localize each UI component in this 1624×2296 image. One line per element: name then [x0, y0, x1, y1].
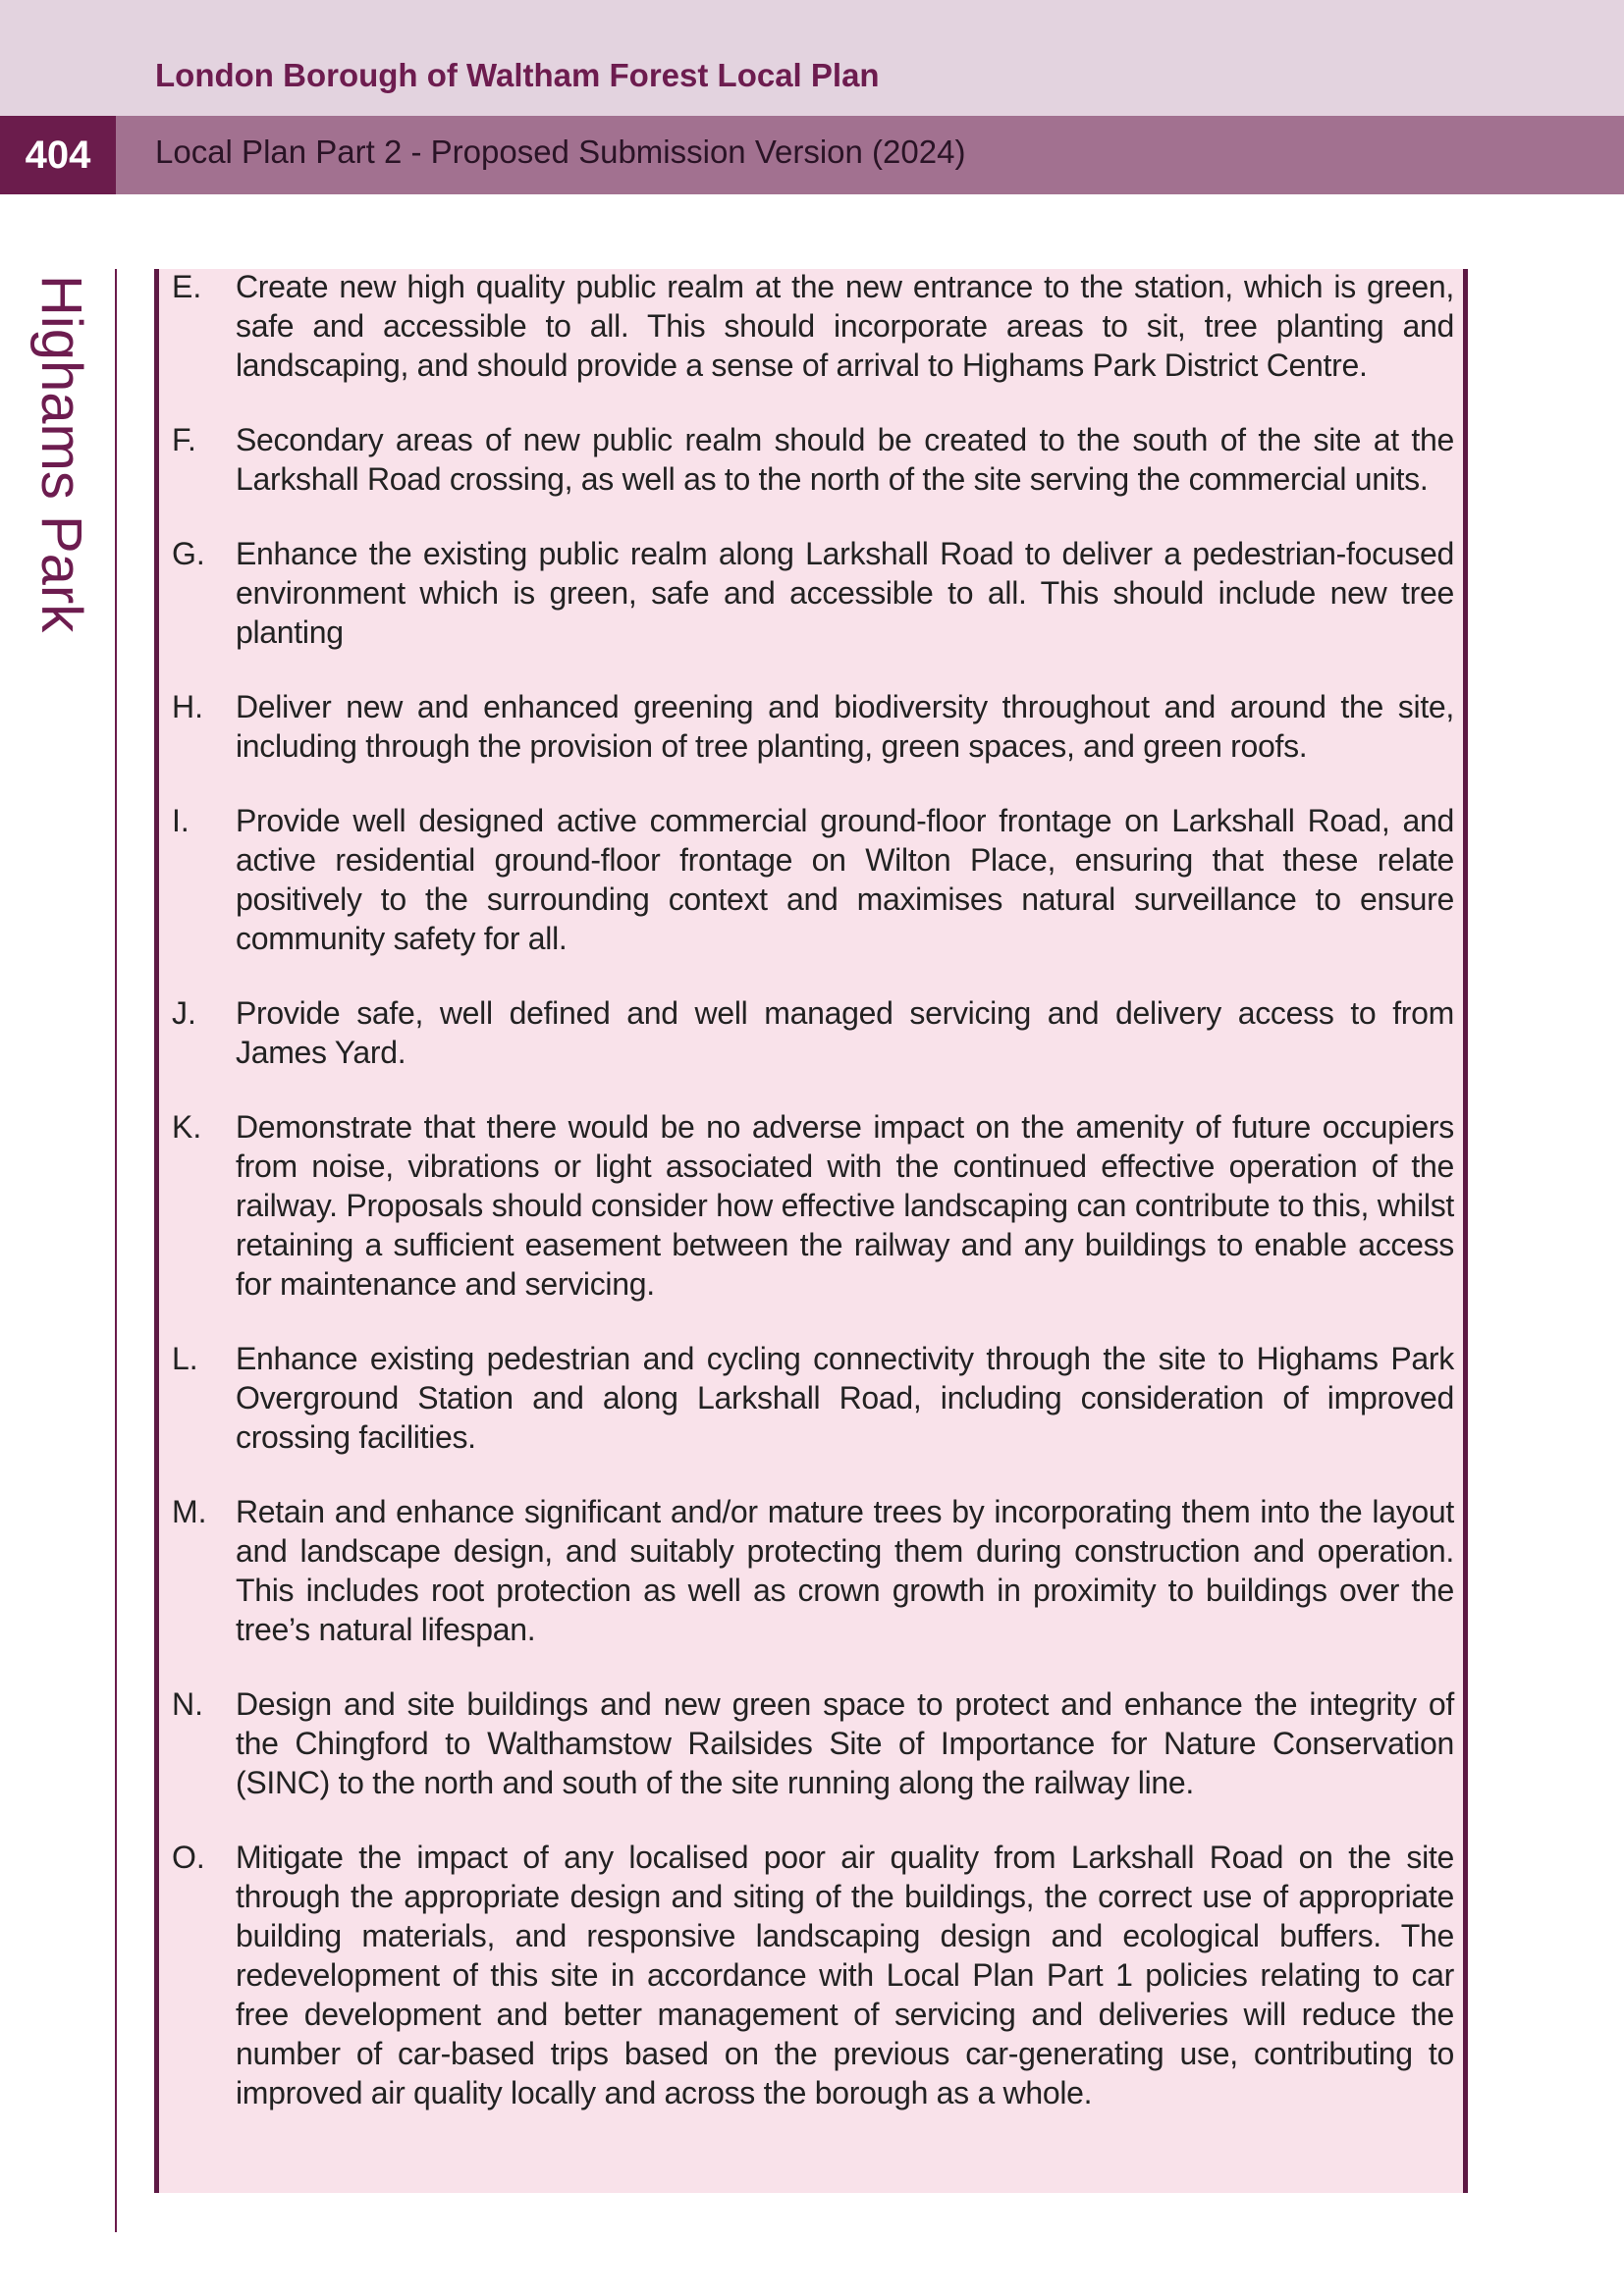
item-letter: G.	[172, 536, 205, 571]
policy-list	[172, 267, 1454, 2148]
item-letter: E.	[172, 269, 202, 304]
item-text: Design and site buildings and new green space to protect and enhance the integrity of the Chingford to Walthamstow Railsides Site of Importance for Nature Conservation (SINC) to the north and south of the site running along the railway line.	[236, 1686, 1454, 1800]
list-item	[172, 420, 1454, 499]
item-text: Demonstrate that there would be no adverse impact on the amenity of future occupiers from noise, vibrations or light associated with the continued effective operation of the railway. Proposals should consider how effective landscaping can contribute to this, whilst retaining a sufficient easement between the railway and any buildings to enable access for maintenance and servicing.	[236, 1109, 1454, 1302]
item-letter: K.	[172, 1109, 202, 1145]
page-number: 404	[0, 116, 116, 194]
section-side-title: Highams Park	[29, 275, 93, 633]
list-item	[172, 534, 1454, 652]
item-text: Secondary areas of new public realm should be created to the south of the site at the Larkshall Road crossing, as well as to the north of the site serving the commercial units.	[236, 422, 1454, 497]
item-text: Enhance existing pedestrian and cycling connectivity through the site to Highams Park Overground Station and along Larkshall Road, including consideration of improved crossing facilities.	[236, 1341, 1454, 1455]
item-text: Retain and enhance significant and/or mature trees by incorporating them into the layout and landscape design, and suitably protecting them during construction and operation. This includes root protection as well as crown growth in proximity to buildings over the tree’s natural lifespan.	[236, 1494, 1454, 1647]
document-title: London Borough of Waltham Forest Local Plan	[155, 57, 880, 93]
item-letter: I.	[172, 803, 189, 838]
item-letter: F.	[172, 422, 196, 457]
document-subtitle: Local Plan Part 2 - Proposed Submission Version (2024)	[155, 133, 966, 170]
item-text: Deliver new and enhanced greening and biodiversity throughout and around the site, including through the provision of tree planting, green spaces, and green roofs.	[236, 689, 1454, 764]
item-letter: L.	[172, 1341, 198, 1376]
side-divider	[115, 269, 117, 2232]
item-text: Provide safe, well defined and well managed servicing and delivery access to from James Yard.	[236, 995, 1454, 1070]
item-letter: N.	[172, 1686, 203, 1722]
list-item	[172, 993, 1454, 1072]
list-item	[172, 1339, 1454, 1457]
item-text: Mitigate the impact of any localised poor air quality from Larkshall Road on the site through the appropriate design and siting of the buildings, the correct use of appropriate building materials, and responsive landscaping design and ecological buffers. The redevelopment of this site in accordance with Local Plan Part 1 policies relating to car free development and better management of servicing and deliveries will reduce the number of car-based trips based on the previous car-generating use, contributing to improved air quality locally and across the borough as a whole.	[236, 1840, 1454, 2110]
item-text: Enhance the existing public realm along Larkshall Road to deliver a pedestrian-focused environment which is green, safe and accessible to all. This should include new tree planting	[236, 536, 1454, 650]
list-item	[172, 1838, 1454, 2112]
item-letter: J.	[172, 995, 196, 1031]
list-item	[172, 687, 1454, 766]
list-item	[172, 1107, 1454, 1304]
item-letter: O.	[172, 1840, 205, 1875]
list-item	[172, 1684, 1454, 1802]
item-letter: H.	[172, 689, 203, 724]
list-item	[172, 1492, 1454, 1649]
list-item	[172, 801, 1454, 958]
list-item	[172, 267, 1454, 385]
item-letter: M.	[172, 1494, 207, 1529]
item-text: Create new high quality public realm at the new entrance to the station, which is green, safe and accessible to all. This should incorporate areas to sit, tree planting and landscaping, and should provide a sense of arrival to Highams Park District Centre.	[236, 269, 1454, 383]
item-text: Provide well designed active commercial ground-floor frontage on Larkshall Road, and active residential ground-floor frontage on Wilton Place, ensuring that these relate positively to the surrounding context and maximises natural surveillance to ensure community safety for all.	[236, 803, 1454, 956]
